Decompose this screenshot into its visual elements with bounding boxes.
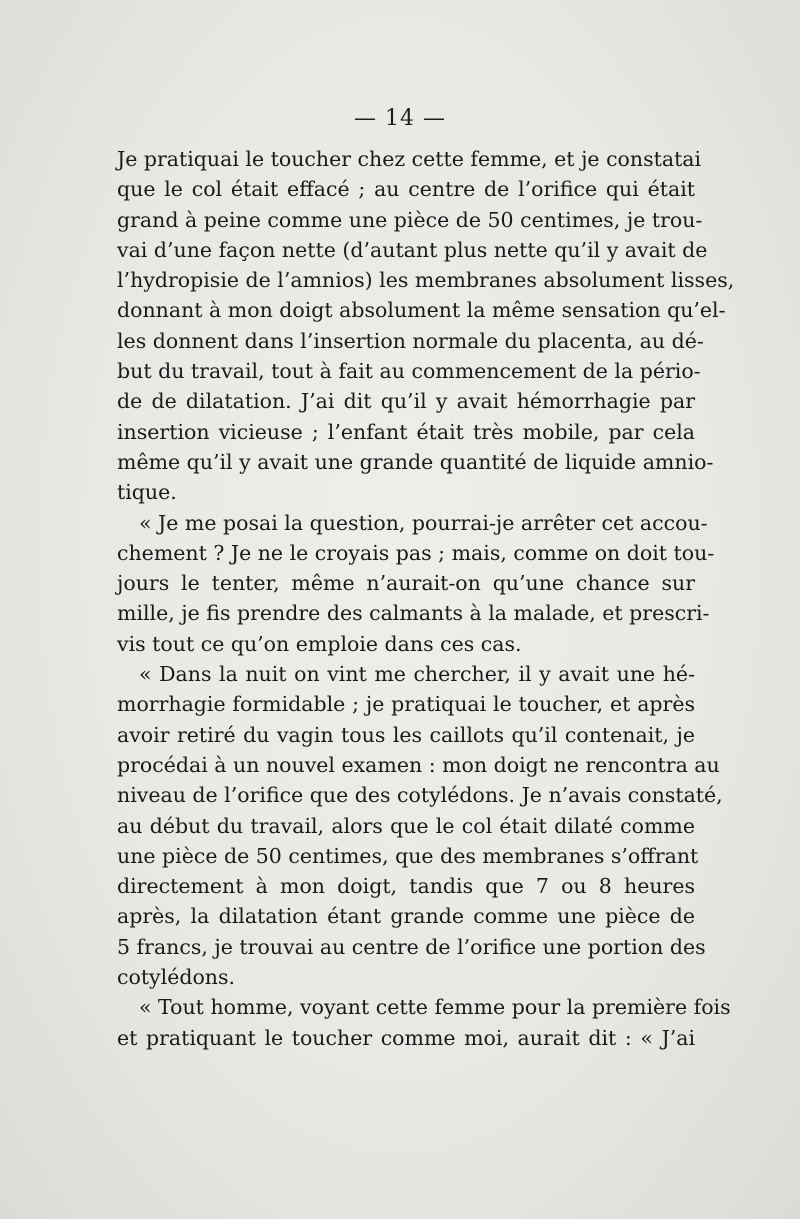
text-line: même qu’il y avait une grande quantité de liquide amnio- [117, 449, 714, 474]
text-line: procédai à un nouvel examen : mon doigt ne rencontra au [117, 752, 720, 777]
text-line: vai d’une façon nette (d’autant plus nette qu’il y avait de [117, 237, 708, 262]
text-line: les donnent dans l’insertion normale du placenta, au dé- [117, 328, 704, 353]
text-line: mille, je fis prendre des calmants à la malade, et prescri- [117, 601, 710, 626]
page-number: — 14 — [354, 106, 446, 131]
text-line: niveau de l’orifice que des cotylédons. Je n’avais constaté, [117, 783, 723, 808]
text-line: cotylédons. [117, 965, 236, 990]
text-line: chement ? Je ne le croyais pas ; mais, comme on doit tou- [117, 540, 715, 565]
text-line: « Je me posai la question, pourrai-je arrêter cet accou- [139, 510, 708, 535]
body-text [117, 144, 735, 1053]
text-line: après, la dilatation étant grande comme une pièce de [117, 904, 695, 929]
text-line: et pratiquant le toucher comme moi, aurait dit : « J’ai [117, 1025, 695, 1050]
text-line: une pièce de 50 centimes, que des membranes s’offrant [117, 843, 699, 868]
text-line: « Dans la nuit on vint me chercher, il y avait une hé- [139, 662, 695, 687]
text-line: insertion vicieuse ; l’enfant était très mobile, par cela [117, 419, 695, 444]
text-line: Je pratiquai le toucher chez cette femme, et je constatai [117, 147, 702, 171]
text-line: grand à peine comme une pièce de 50 centimes, je trou- [117, 207, 703, 232]
text-line: jours le tenter, même n’aurait-on qu’une chance sur [117, 571, 695, 596]
text-line: donnant à mon doigt absolument la même sensation qu’el- [117, 298, 726, 323]
text-line: 5 francs, je trouvai au centre de l’orifice une portion des [117, 934, 706, 959]
text-line: tique. [117, 480, 177, 505]
text-line: but du travail, tout à fait au commencement de la pério- [117, 359, 701, 384]
text-line: vis tout ce qu’on emploie dans ces cas. [117, 631, 522, 656]
text-line: de de dilatation. J’ai dit qu’il y avait hémorrhagie par [117, 389, 695, 414]
text-line: « Tout homme, voyant cette femme pour la première fois [139, 995, 731, 1020]
text-line: que le col était effacé ; au centre de l’orifice qui était [117, 177, 695, 202]
text-line: avoir retiré du vagin tous les caillots qu’il contenait, je [117, 722, 695, 747]
text-line: morrhagie formidable ; je pratiquai le toucher, et après [117, 692, 695, 717]
text-line: au début du travail, alors que le col était dilaté comme [117, 813, 695, 838]
text-line: directement à mon doigt, tandis que 7 ou 8 heures [117, 874, 695, 899]
text-line: l’hydropisie de l’amnios) les membranes absolument lisses, [117, 268, 735, 293]
